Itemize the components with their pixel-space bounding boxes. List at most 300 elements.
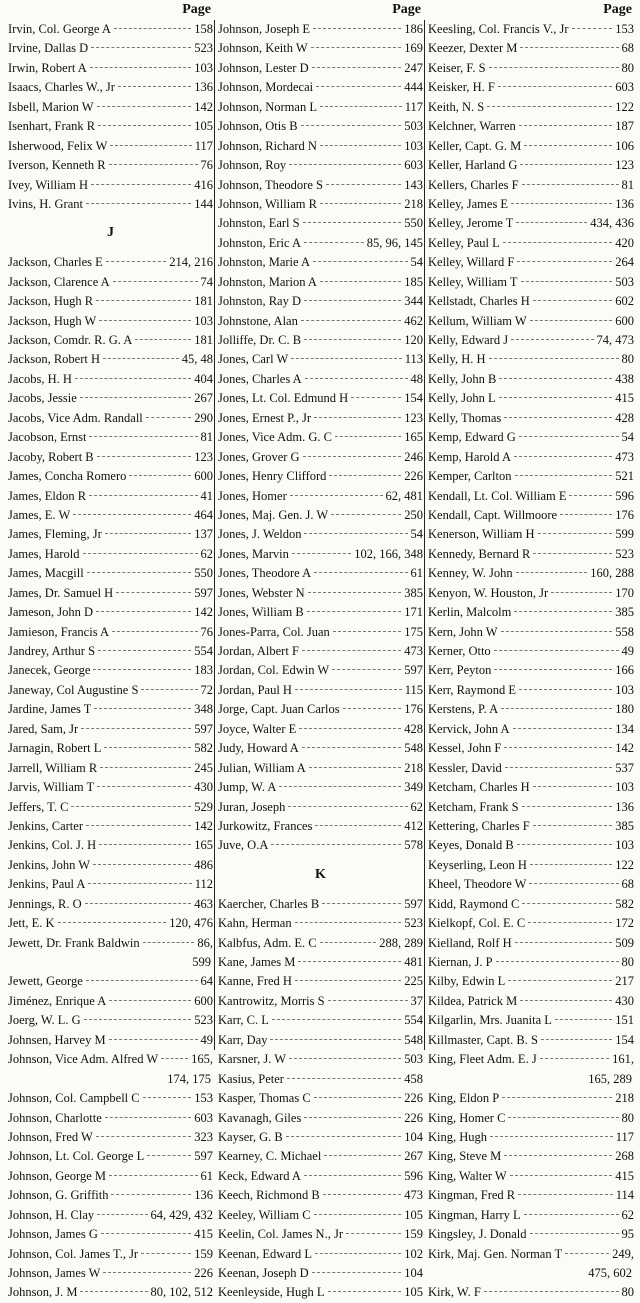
entry-name: Kiernan, J. P bbox=[428, 955, 493, 969]
entry-name: Isbell, Marion W bbox=[8, 99, 94, 114]
index-entry bbox=[218, 623, 423, 642]
entry-name: Kellstadt, Charles H bbox=[428, 294, 530, 309]
index-entry bbox=[218, 409, 423, 428]
entry-page-numbers: 123 bbox=[615, 158, 634, 173]
entry-name: James, Harold bbox=[8, 546, 80, 561]
index-entry bbox=[8, 856, 213, 875]
entry-name: Jackson, Comdr. R. G. A bbox=[8, 333, 133, 348]
entry-page-numbers: 54 bbox=[621, 430, 634, 445]
entry-name: Kingman, Fred R bbox=[428, 1188, 516, 1203]
entry-page-numbers: 80 bbox=[621, 352, 634, 367]
entry-page-numbers: 463 bbox=[194, 896, 213, 911]
entry-name: Jackson, Hugh R bbox=[8, 294, 94, 309]
index-entry bbox=[218, 836, 423, 855]
index-entry bbox=[428, 1167, 634, 1186]
index-entry bbox=[218, 78, 423, 97]
dot-leader bbox=[320, 281, 401, 282]
dot-leader bbox=[289, 164, 401, 165]
entry-name: Kayser, G. B bbox=[218, 1129, 283, 1144]
entry-name: Keith, N. S bbox=[428, 99, 485, 114]
entry-page-numbers: 473 bbox=[404, 644, 423, 658]
dot-leader bbox=[111, 1194, 191, 1195]
index-entry bbox=[8, 273, 213, 292]
dot-leader bbox=[496, 961, 619, 962]
index-entry bbox=[428, 681, 634, 700]
section-letter-heading: K bbox=[315, 866, 326, 882]
entry-page-numbers: 117 bbox=[194, 138, 213, 153]
entry-name: Kessel, John F bbox=[428, 741, 502, 756]
index-entry bbox=[428, 1186, 634, 1205]
index-entry bbox=[8, 1089, 213, 1108]
index-entry bbox=[218, 642, 423, 661]
entry-name: Jarnagin, Robert L bbox=[8, 741, 102, 756]
entry-name: Jamieson, Francis A bbox=[8, 624, 110, 639]
index-entry bbox=[218, 195, 423, 214]
entry-name: King, Hugh bbox=[428, 1129, 488, 1144]
entry-name: Johnston, Eric A bbox=[218, 235, 301, 250]
index-entry bbox=[218, 273, 423, 292]
entry-name: Johnson, Otis B bbox=[218, 119, 298, 134]
entry-page-numbers: 49 bbox=[621, 644, 634, 658]
index-entry bbox=[428, 856, 634, 875]
index-entry bbox=[8, 681, 213, 700]
entry-page-numbers: 142 bbox=[194, 99, 213, 114]
index-entry bbox=[218, 156, 423, 175]
entry-page-numbers: 226 bbox=[404, 1091, 423, 1106]
entry-page-numbers: 503 bbox=[615, 274, 634, 289]
entry-page-numbers: 416 bbox=[194, 177, 213, 192]
index-entry bbox=[8, 59, 213, 78]
entry-name: Jurkowitz, Frances bbox=[218, 818, 313, 833]
entry-name: Jones, Henry Clifford bbox=[218, 469, 327, 484]
entry-name: Jackson, Clarence A bbox=[8, 274, 110, 289]
dot-leader bbox=[301, 320, 401, 321]
entry-page-numbers: 76 bbox=[200, 158, 213, 173]
index-entry bbox=[218, 1031, 423, 1050]
entry-page-numbers: 226 bbox=[404, 469, 423, 484]
dot-leader bbox=[110, 145, 191, 146]
entry-name: James, E. W bbox=[8, 507, 71, 522]
entry-name: Johnson, Joseph E bbox=[218, 22, 311, 36]
entry-name: Isenhart, Frank R bbox=[8, 119, 96, 134]
index-entry bbox=[218, 953, 423, 972]
entry-name: Jacobs, Vice Adm. Randall bbox=[8, 410, 143, 425]
entry-page-numbers: 115 bbox=[404, 682, 423, 697]
entry-name: Kemp, Edward G bbox=[428, 430, 516, 445]
entry-page-numbers: 62, 481 bbox=[385, 488, 423, 503]
index-entry bbox=[8, 875, 213, 894]
entry-page-numbers: 154 bbox=[404, 391, 423, 406]
index-entry bbox=[428, 1089, 634, 1108]
index-entry bbox=[428, 564, 634, 583]
dot-leader bbox=[517, 261, 612, 262]
entry-page-numbers: 74, 473 bbox=[596, 333, 634, 347]
dot-leader bbox=[94, 708, 191, 709]
dot-leader bbox=[522, 806, 613, 807]
dot-leader bbox=[288, 806, 407, 807]
dot-leader bbox=[97, 1214, 147, 1215]
dot-leader bbox=[501, 708, 612, 709]
entry-page-numbers: 169 bbox=[404, 41, 423, 56]
entry-page-numbers: 95 bbox=[621, 1227, 634, 1242]
index-entry bbox=[428, 506, 634, 525]
dot-leader bbox=[351, 397, 401, 398]
entry-page-numbers: 153 bbox=[194, 1091, 213, 1106]
entry-page-numbers: 45, 48 bbox=[181, 352, 213, 367]
dot-leader bbox=[290, 495, 383, 496]
index-entry bbox=[8, 1109, 213, 1128]
entry-name: James, Fleming, Jr bbox=[8, 527, 102, 542]
index-entry bbox=[428, 584, 634, 603]
dot-leader bbox=[286, 1136, 401, 1137]
entry-name: Johnson, Norman L bbox=[218, 99, 317, 114]
entry-page-numbers: 245 bbox=[194, 760, 213, 775]
entry-page-numbers: 180 bbox=[615, 702, 634, 717]
entry-name: Jordan, Albert F bbox=[218, 644, 299, 658]
dot-leader bbox=[508, 1117, 618, 1118]
entry-name: Jardine, James T bbox=[8, 702, 92, 717]
entry-page-numbers: 105 bbox=[404, 1207, 423, 1222]
index-entry bbox=[8, 739, 213, 758]
index-entry bbox=[428, 739, 634, 758]
entry-name: Keenleyside, Hugh L bbox=[218, 1285, 325, 1300]
entry-name: Kelley, Jerome T bbox=[428, 216, 514, 231]
entry-page-numbers: 123 bbox=[404, 410, 423, 425]
index-entry bbox=[218, 370, 423, 389]
entry-page-numbers: 175 bbox=[404, 624, 423, 639]
index-entry bbox=[428, 700, 634, 719]
dot-leader bbox=[109, 1039, 198, 1040]
dot-leader bbox=[521, 281, 613, 282]
entry-page-numbers: 603 bbox=[615, 80, 634, 95]
entry-name: Kelley, James E bbox=[428, 196, 509, 211]
index-entry bbox=[8, 1147, 213, 1166]
entry-page-numbers: 462 bbox=[404, 313, 423, 328]
dot-leader bbox=[530, 864, 612, 865]
entry-page-numbers: 153 bbox=[615, 22, 634, 36]
entry-name: James, Macgill bbox=[8, 566, 84, 581]
index-entry bbox=[8, 78, 213, 97]
entry-page-numbers: 458 bbox=[404, 1071, 423, 1086]
entry-page-numbers: 217 bbox=[615, 974, 634, 989]
dot-leader bbox=[520, 1000, 612, 1001]
dot-leader bbox=[524, 145, 612, 146]
entry-page-numbers: 226 bbox=[404, 1110, 423, 1125]
index-entry bbox=[8, 817, 213, 836]
index-entry bbox=[428, 234, 634, 253]
index-entry-continuation bbox=[8, 953, 213, 972]
dot-leader bbox=[489, 358, 619, 359]
index-entry bbox=[8, 778, 213, 797]
entry-page-numbers: 186 bbox=[404, 22, 423, 36]
entry-name: Kelly, John L bbox=[428, 391, 496, 406]
dot-leader bbox=[304, 339, 401, 340]
entry-name: Jarrell, William R bbox=[8, 760, 98, 775]
entry-page-numbers: 76 bbox=[200, 624, 213, 639]
entry-name: James, Eldon R bbox=[8, 488, 87, 503]
entry-page-numbers: 214, 216 bbox=[169, 255, 213, 270]
entry-page-numbers: 558 bbox=[615, 624, 634, 639]
dot-leader bbox=[89, 495, 197, 496]
index-column-3 bbox=[428, 0, 634, 1303]
index-entry bbox=[218, 720, 423, 739]
entry-page-numbers: 603 bbox=[194, 1110, 213, 1125]
index-entry bbox=[218, 487, 423, 506]
entry-page-numbers: 523 bbox=[404, 916, 423, 931]
entry-page-numbers: 68 bbox=[621, 877, 634, 892]
entry-name: Johnson, James G bbox=[8, 1227, 98, 1242]
entry-name: Johnson, James W bbox=[8, 1266, 101, 1281]
entry-page-numbers: 103 bbox=[615, 682, 634, 697]
dot-leader bbox=[73, 514, 191, 515]
entry-name: Johnston, Ray D bbox=[218, 294, 301, 309]
index-entry bbox=[218, 661, 423, 680]
index-entry bbox=[8, 176, 213, 195]
entry-page-numbers: 165, bbox=[191, 1052, 213, 1067]
entry-page-numbers: 68 bbox=[621, 41, 634, 56]
entry-page-numbers: 81 bbox=[621, 177, 634, 192]
dot-leader bbox=[530, 320, 613, 321]
index-entry bbox=[428, 992, 634, 1011]
entry-page-numbers: 176 bbox=[404, 702, 423, 717]
entry-page-numbers: 430 bbox=[194, 780, 213, 795]
entry-name: Kelley, Paul L bbox=[428, 235, 500, 250]
entry-page-numbers: 597 bbox=[404, 663, 423, 678]
entry-name: Jandrey, Arthur S bbox=[8, 644, 96, 659]
entry-name: Keesling, Col. Francis V., Jr bbox=[428, 22, 569, 36]
entry-name: Keller, Capt. G. M bbox=[428, 138, 522, 153]
entry-page-numbers: 600 bbox=[615, 313, 634, 328]
index-entry bbox=[218, 1147, 423, 1166]
entry-name: Kerr, Raymond E bbox=[428, 682, 517, 697]
dot-leader bbox=[560, 514, 612, 515]
dot-leader bbox=[81, 728, 191, 729]
index-entry bbox=[428, 39, 634, 58]
entry-name: Johnstone, Alan bbox=[218, 313, 298, 328]
dot-leader bbox=[530, 1233, 619, 1234]
dot-leader bbox=[315, 825, 401, 826]
dot-leader bbox=[305, 378, 408, 379]
entry-page-numbers: 218 bbox=[404, 760, 423, 775]
dot-leader bbox=[143, 1097, 192, 1098]
entry-name: Ivins, H. Grant bbox=[8, 196, 83, 211]
dot-leader bbox=[91, 184, 191, 185]
entry-name: Kalbfus, Adm. E. C bbox=[218, 935, 317, 950]
entry-name: Jorge, Capt. Juan Carlos bbox=[218, 702, 340, 717]
dot-leader bbox=[113, 281, 198, 282]
entry-page-numbers: 521 bbox=[615, 469, 634, 484]
entry-name: Johnson, G. Griffith bbox=[8, 1188, 109, 1203]
entry-page-numbers: 54 bbox=[410, 255, 423, 270]
entry-page-numbers: 72 bbox=[200, 682, 213, 697]
dot-leader bbox=[112, 631, 197, 632]
entry-page-numbers: 37 bbox=[410, 993, 423, 1008]
entry-page-numbers: 481 bbox=[404, 955, 423, 970]
entry-name: Johnson, Richard N bbox=[218, 138, 317, 153]
index-entry bbox=[8, 972, 213, 991]
entry-page-numbers: 218 bbox=[404, 196, 423, 211]
dot-leader bbox=[118, 86, 191, 87]
dot-leader bbox=[304, 1175, 401, 1176]
entry-page-numbers: 136 bbox=[194, 80, 213, 95]
entry-name: Jennings, R. O bbox=[8, 896, 82, 911]
entry-name: Keller, Harland G bbox=[428, 158, 518, 173]
entry-name: Jenkins, Paul A bbox=[8, 877, 86, 892]
entry-page-numbers: 430 bbox=[615, 993, 634, 1008]
entry-page-numbers: 122 bbox=[615, 857, 634, 872]
entry-page-numbers: 548 bbox=[404, 741, 423, 756]
dot-leader bbox=[533, 553, 612, 554]
index-entry bbox=[8, 331, 213, 350]
entry-name: Jones, Homer bbox=[218, 488, 287, 503]
index-entry bbox=[218, 253, 423, 272]
index-entry bbox=[218, 759, 423, 778]
entry-page-numbers: 428 bbox=[404, 721, 423, 736]
dot-leader bbox=[522, 903, 612, 904]
entry-page-numbers: 349 bbox=[404, 780, 423, 795]
index-entry bbox=[218, 137, 423, 156]
dot-leader bbox=[540, 1058, 609, 1059]
index-entry bbox=[218, 1264, 423, 1283]
dot-leader bbox=[97, 456, 192, 457]
entry-page-numbers: 48 bbox=[410, 371, 423, 386]
entry-page-numbers: 80 bbox=[621, 60, 634, 75]
dot-leader bbox=[302, 747, 401, 748]
index-entry bbox=[428, 176, 634, 195]
dot-leader bbox=[304, 533, 407, 534]
index-entry bbox=[8, 603, 213, 622]
dot-leader bbox=[343, 708, 402, 709]
entry-name: Judy, Howard A bbox=[218, 741, 299, 756]
index-entry bbox=[428, 1206, 634, 1225]
dot-leader bbox=[87, 572, 192, 573]
entry-name: Jenkins, Carter bbox=[8, 818, 83, 833]
index-entry bbox=[8, 1167, 213, 1186]
entry-name: Jones, J. Weldon bbox=[218, 527, 302, 542]
column-divider bbox=[214, 20, 215, 1050]
entry-name: Ketcham, Frank S bbox=[428, 799, 519, 814]
index-entry bbox=[428, 914, 634, 933]
entry-name: Johnson, Theodore S bbox=[218, 177, 323, 192]
entry-name: Johnson, Lester D bbox=[218, 60, 309, 75]
index-entry bbox=[218, 117, 423, 136]
dot-leader bbox=[105, 533, 192, 534]
dot-leader bbox=[109, 1175, 197, 1176]
entry-name: Johnson, Charlotte bbox=[8, 1110, 102, 1125]
entry-name: Kingman, Harry L bbox=[428, 1207, 521, 1222]
dot-leader bbox=[326, 184, 401, 185]
index-entry bbox=[218, 1070, 423, 1089]
entry-page-numbers: 323 bbox=[194, 1129, 213, 1144]
index-entry bbox=[218, 895, 423, 914]
dot-leader bbox=[80, 1291, 147, 1292]
index-entry bbox=[8, 700, 213, 719]
index-entry bbox=[218, 934, 423, 953]
entry-page-numbers: 582 bbox=[615, 896, 634, 911]
dot-leader bbox=[519, 689, 612, 690]
index-entry bbox=[8, 934, 213, 953]
entry-page-numbers: 113 bbox=[404, 352, 423, 367]
index-entry bbox=[428, 350, 634, 369]
entry-page-numbers: 80 bbox=[621, 1285, 634, 1300]
index-entry bbox=[218, 39, 423, 58]
dot-leader bbox=[307, 611, 402, 612]
dot-leader bbox=[86, 203, 191, 204]
index-entry bbox=[428, 312, 634, 331]
entry-name: Keenan, Edward L bbox=[218, 1246, 313, 1261]
entry-page-numbers: 136 bbox=[615, 799, 634, 814]
entry-page-numbers: 597 bbox=[194, 1149, 213, 1164]
index-entry bbox=[8, 156, 213, 175]
entry-page-numbers: 599 bbox=[615, 527, 634, 542]
dot-leader bbox=[304, 300, 401, 301]
entry-name: Kelly, Edward J bbox=[428, 333, 509, 347]
entry-name: Jones, Theodore A bbox=[218, 566, 312, 581]
dot-leader bbox=[83, 553, 198, 554]
dot-leader bbox=[572, 28, 613, 29]
entry-page-numbers: 503 bbox=[404, 1052, 423, 1067]
entry-name: Kendall, Capt. Willmoore bbox=[428, 507, 558, 522]
entry-page-numbers: 473 bbox=[615, 449, 634, 464]
entry-name: Kanne, Fred H bbox=[218, 974, 292, 989]
entry-page-numbers: 415 bbox=[194, 1227, 213, 1242]
entry-page-numbers: 81 bbox=[200, 430, 213, 445]
dot-leader bbox=[90, 67, 191, 68]
entry-name: Killmaster, Capt. B. S bbox=[428, 1032, 538, 1047]
entry-page-numbers: 181 bbox=[194, 333, 213, 348]
entry-name: Janecek, George bbox=[8, 663, 91, 678]
entry-name: Jones, Grover G bbox=[218, 449, 300, 464]
dot-leader bbox=[328, 1291, 402, 1292]
entry-page-numbers: 473 bbox=[404, 1188, 423, 1203]
index-entry bbox=[428, 895, 634, 914]
index-entry bbox=[8, 312, 213, 331]
dot-leader bbox=[98, 650, 191, 651]
entry-page-numbers: 74 bbox=[200, 274, 213, 289]
dot-leader bbox=[89, 436, 197, 437]
entry-page-numbers: 523 bbox=[194, 1013, 213, 1028]
dot-leader bbox=[86, 825, 191, 826]
index-entry bbox=[218, 1109, 423, 1128]
dot-leader bbox=[270, 1039, 401, 1040]
index-entry bbox=[428, 1128, 634, 1147]
index-entry bbox=[8, 1206, 213, 1225]
entry-page-numbers: 415 bbox=[615, 391, 634, 406]
index-entry bbox=[428, 1225, 634, 1244]
dot-leader bbox=[96, 300, 191, 301]
index-entry bbox=[218, 214, 423, 233]
index-entry bbox=[8, 1011, 213, 1030]
index-entry bbox=[218, 1128, 423, 1147]
entry-name: Kirk, W. F bbox=[428, 1285, 481, 1300]
entry-name: Kelly, John B bbox=[428, 371, 497, 386]
entry-name: Kemper, Carlton bbox=[428, 469, 512, 484]
entry-page-numbers: 246 bbox=[404, 449, 423, 464]
index-entry bbox=[8, 98, 213, 117]
entry-page-numbers: 172 bbox=[615, 916, 634, 931]
dot-leader bbox=[519, 125, 612, 126]
entry-name: Juran, Joseph bbox=[218, 799, 286, 814]
index-column-2 bbox=[218, 0, 423, 1303]
index-entry bbox=[218, 467, 423, 486]
dot-leader bbox=[533, 825, 613, 826]
index-entry bbox=[428, 1050, 634, 1069]
index-entry bbox=[428, 137, 634, 156]
entry-page-numbers: 596 bbox=[615, 488, 634, 503]
entry-name: Jameson, John D bbox=[8, 605, 94, 620]
index-entry bbox=[218, 700, 423, 719]
dot-leader bbox=[494, 650, 619, 651]
